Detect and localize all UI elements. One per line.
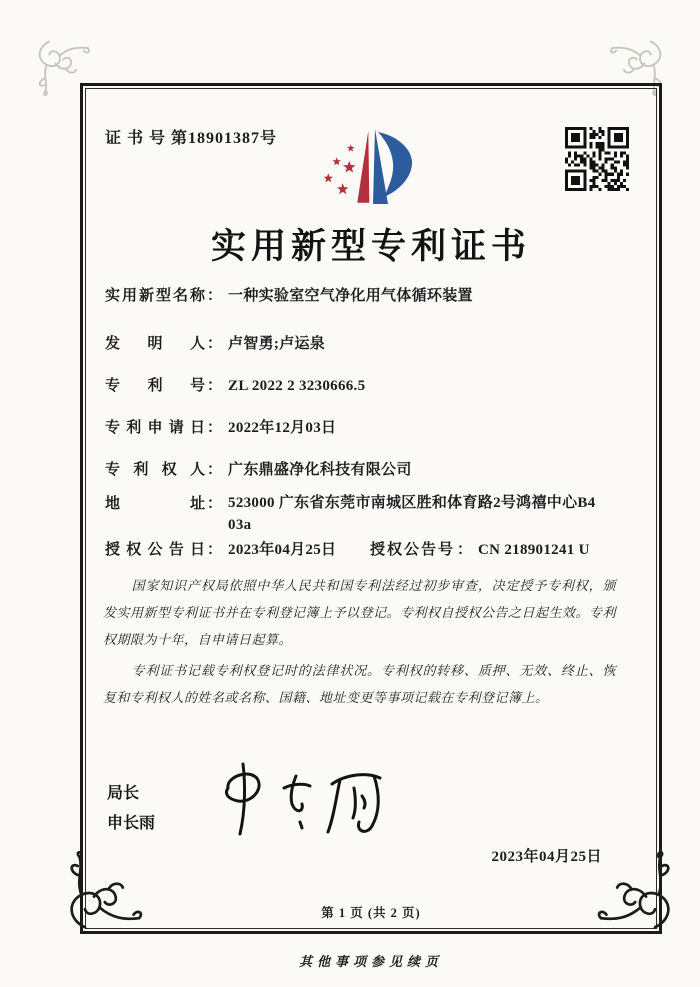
signer-block bbox=[107, 779, 155, 839]
issue-date: 2023年04月25日 bbox=[491, 849, 602, 865]
colon: ： bbox=[207, 462, 223, 478]
field-grant-publication-number bbox=[370, 538, 590, 559]
field-value: 2022年12月03日 bbox=[228, 420, 337, 436]
field-filing-date bbox=[105, 416, 336, 437]
field-label: 地址 bbox=[105, 496, 205, 512]
page-number: 第 1 页 (共 2 页) bbox=[321, 906, 421, 920]
legal-statement bbox=[103, 572, 616, 715]
colon: ： bbox=[207, 288, 223, 304]
field-value bbox=[228, 492, 628, 536]
signer-title: 局长 bbox=[107, 785, 140, 802]
field-label: 实用新型名称 bbox=[105, 288, 205, 304]
field-value: 卢智勇;卢运泉 bbox=[228, 336, 326, 352]
field-label: 发明人 bbox=[105, 336, 205, 352]
field-label: 授权公告号 bbox=[370, 542, 456, 558]
handwritten-signature-icon bbox=[212, 758, 407, 840]
continuation-note: 其他事项参见续页 bbox=[298, 954, 443, 969]
field-inventor bbox=[105, 332, 325, 353]
field-utility-model-name bbox=[105, 284, 473, 305]
colon: ： bbox=[207, 336, 223, 352]
field-value: 广东鼎盛净化科技有限公司 bbox=[228, 462, 412, 478]
field-label: 专利号 bbox=[105, 378, 205, 394]
field-patentee bbox=[105, 458, 412, 479]
legal-paragraph-1: 国家知识产权局依照中华人民共和国专利法经过初步审查，决定授予专利权，颁发实用新型专利证书并在专利登记簿上予以登记。专利权自授权公告之日起生效。专利权期限为十年，自申请日起算。 bbox=[103, 578, 617, 647]
colon: ： bbox=[207, 496, 223, 512]
field-label: 专利权人 bbox=[105, 462, 205, 478]
field-grant-row bbox=[105, 538, 590, 559]
colon: ： bbox=[457, 542, 473, 558]
cnipa-logo-icon bbox=[318, 116, 436, 212]
qr-code-icon bbox=[565, 127, 629, 191]
field-value: CN 218901241 U bbox=[478, 542, 590, 558]
field-label: 授权公告日 bbox=[105, 542, 205, 558]
field-label: 专利申请日 bbox=[105, 420, 205, 436]
legal-paragraph-2: 专利证书记载专利权登记时的法律状况。专利权的转移、质押、无效、终止、恢复和专利权人的姓名或名称、国籍、地址变更等事项记载在专利登记簿上。 bbox=[103, 663, 616, 705]
colon: ： bbox=[207, 542, 223, 558]
colon: ： bbox=[207, 378, 223, 394]
signer-name: 申长雨 bbox=[107, 815, 156, 832]
address-line-1: 523000 广东省东莞市南城区胜和体育路2号鸿禧中心B4 bbox=[228, 495, 596, 511]
address-line-2: 03a bbox=[228, 517, 252, 533]
field-value: 一种实验室空气净化用气体循环装置 bbox=[228, 288, 473, 304]
field-value: 2023年04月25日 bbox=[228, 542, 337, 558]
certificate-number: 证 书 号 第18901387号 bbox=[105, 130, 278, 147]
colon: ： bbox=[207, 420, 223, 436]
field-patent-number bbox=[105, 374, 365, 395]
field-address bbox=[105, 492, 628, 536]
field-value: ZL 2022 2 3230666.5 bbox=[228, 378, 366, 394]
certificate-title: 实用新型专利证书 bbox=[210, 227, 531, 266]
